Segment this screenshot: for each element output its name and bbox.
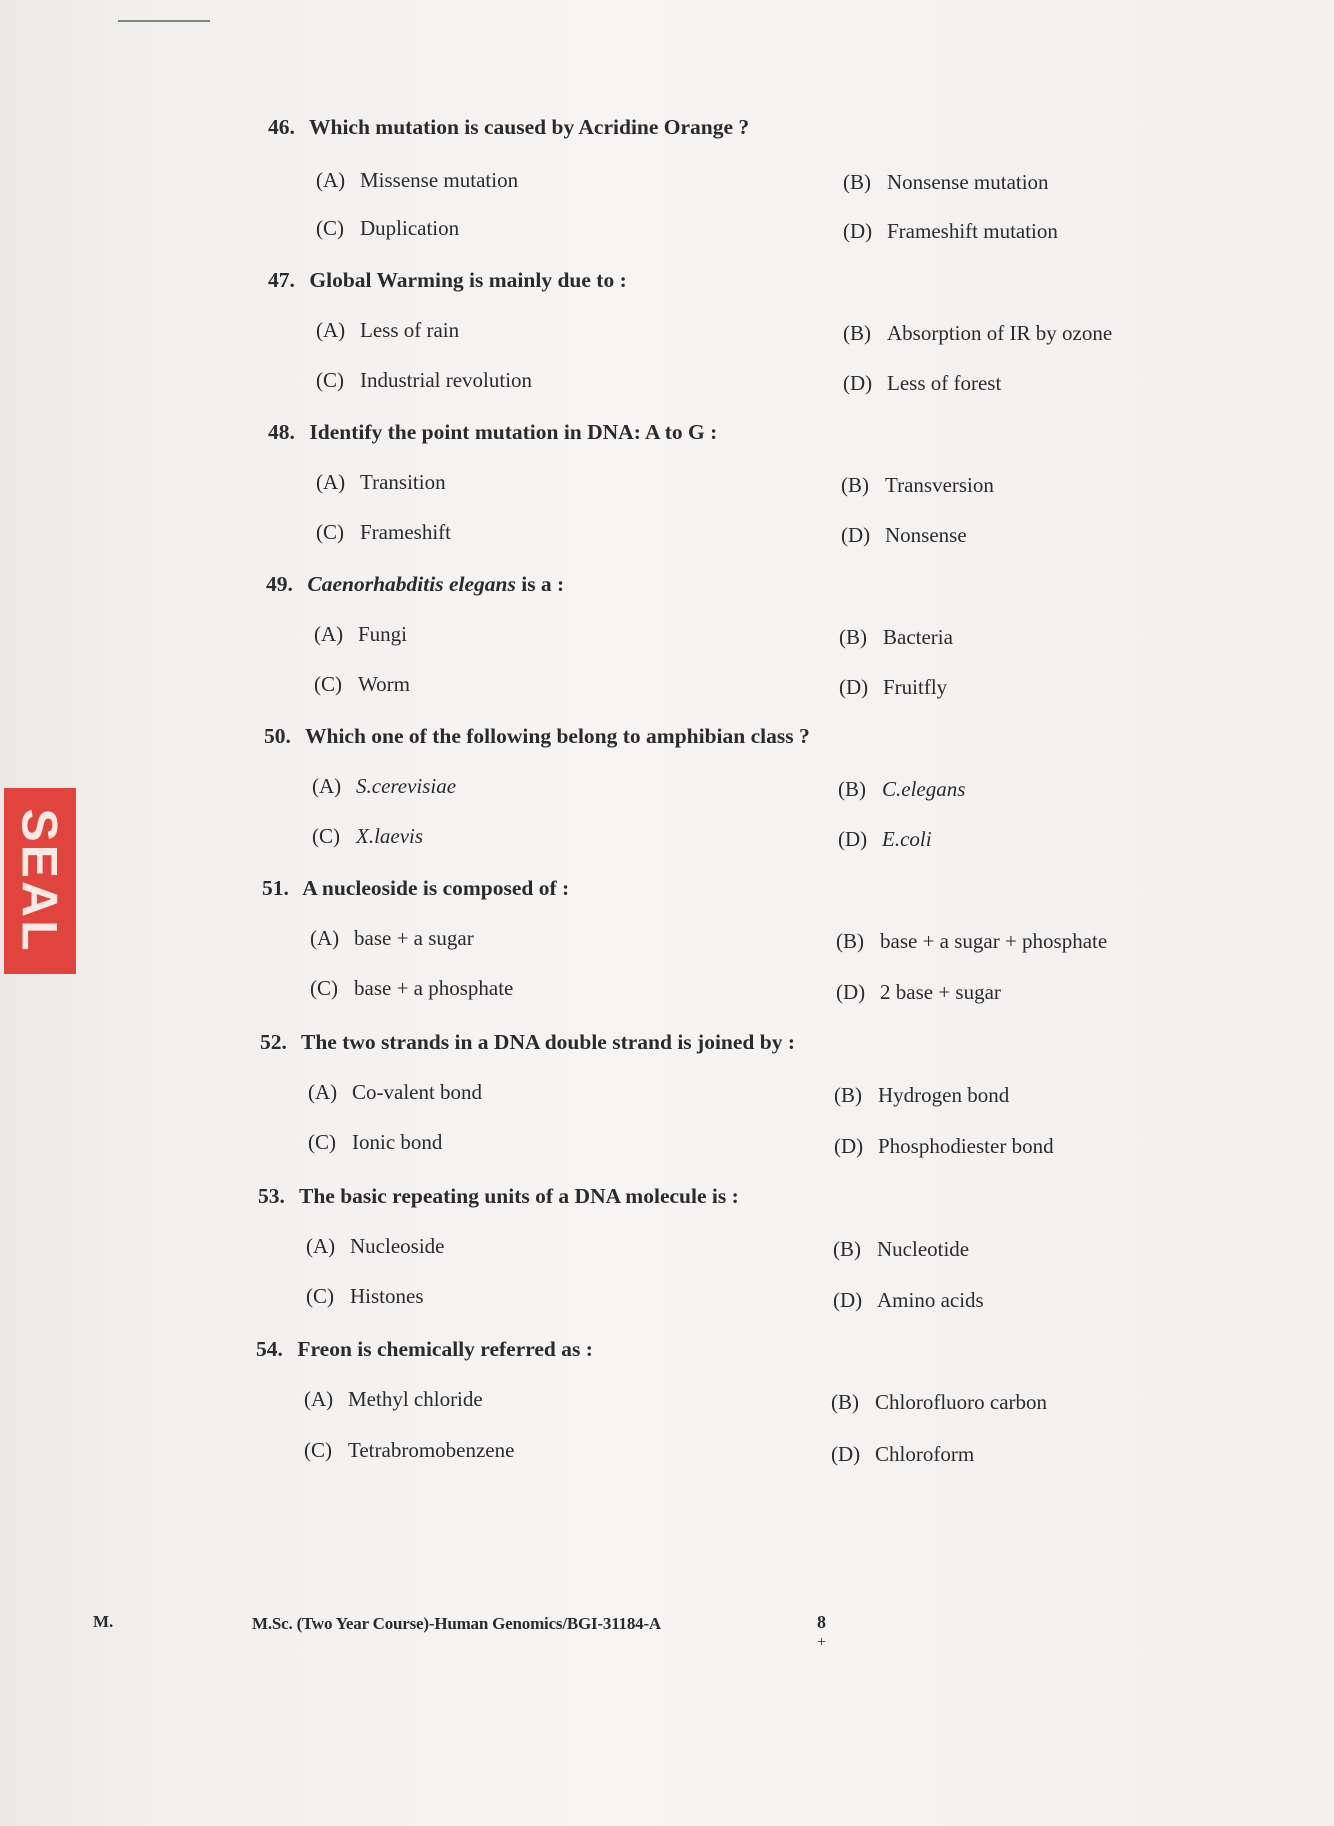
option-51-d: (D) 2 base + sugar: [836, 980, 1001, 1004]
footer-left-mark: M.: [93, 1612, 114, 1631]
option-53-d: (D) Amino acids: [833, 1288, 984, 1312]
option-50-c: (C) X.laevis: [312, 824, 424, 848]
option-48-c: (C) Frameshift: [316, 520, 451, 544]
option-50-b: (B) C.elegans: [838, 777, 966, 801]
option-51-b: (B) base + a sugar + phosphate: [836, 929, 1108, 953]
option-47-d: (D) Less of forest: [843, 371, 1002, 395]
question-number: 52.: [260, 1030, 287, 1054]
option-46-d: (D) Frameshift mutation: [843, 219, 1058, 243]
question-number: 49.: [266, 572, 293, 596]
page-number: 8: [817, 1612, 826, 1632]
option-47-b: (B) Absorption of IR by ozone: [843, 321, 1113, 345]
option-46-b: (B) Nonsense mutation: [843, 170, 1049, 194]
question-text: Which mutation is caused by Acridine Orange ?: [309, 115, 750, 139]
question-text: is a :: [515, 572, 565, 596]
option-52-b: (B) Hydrogen bond: [834, 1083, 1010, 1107]
question-text: The two strands in a DNA double strand is joined by :: [301, 1030, 795, 1054]
question-51: [262, 876, 569, 901]
question-organism: Caenorhabditis elegans: [307, 572, 516, 596]
question-text: The basic repeating units of a DNA molecule is :: [299, 1184, 739, 1208]
option-49-a: (A) Fungi: [314, 622, 408, 646]
seal-stamp: [4, 788, 76, 974]
option-49-d: (D) Fruitfly: [839, 675, 948, 699]
option-52-c: (C) Ionic bond: [308, 1130, 443, 1154]
question-47: [268, 268, 627, 293]
question-number: 50.: [264, 724, 291, 748]
option-48-b: (B) Transversion: [841, 473, 994, 497]
option-50-d: (D) E.coli: [838, 827, 932, 851]
question-number: 53.: [258, 1184, 285, 1208]
question-46: [268, 115, 749, 140]
option-54-d: (D) Chloroform: [831, 1442, 975, 1466]
question-number: 46.: [268, 115, 295, 139]
question-number: 48.: [268, 420, 295, 444]
option-47-a: (A) Less of rain: [316, 318, 460, 342]
question-number: 54.: [256, 1337, 283, 1361]
option-53-a: (A) Nucleoside: [306, 1234, 445, 1258]
question-54: [256, 1337, 593, 1362]
question-text: A nucleoside is composed of :: [302, 876, 570, 900]
question-number: 51.: [262, 876, 289, 900]
question-50: [264, 724, 810, 749]
seal-label: SEAL: [12, 808, 69, 954]
question-text: Freon is chemically referred as :: [297, 1337, 593, 1361]
option-53-c: (C) Histones: [306, 1284, 424, 1308]
question-text: Identify the point mutation in DNA: A to G :: [309, 420, 718, 444]
option-53-b: (B) Nucleotide: [833, 1237, 970, 1261]
option-50-a: (A) S.cerevisiae: [312, 774, 457, 798]
question-text: Global Warming is mainly due to :: [309, 268, 627, 292]
footer-plus-mark: +: [817, 1634, 827, 1651]
question-49: [266, 572, 564, 597]
option-46-a: (A) Missense mutation: [316, 168, 519, 192]
question-48: [268, 420, 717, 445]
option-52-a: (A) Co-valent bond: [308, 1080, 483, 1104]
question-53: [258, 1184, 739, 1209]
option-51-c: (C) base + a phosphate: [310, 976, 514, 1000]
option-48-a: (A) Transition: [316, 470, 446, 494]
footer-course-code: M.Sc. (Two Year Course)-Human Genomics/BGI-31184-A: [252, 1614, 661, 1633]
corner-mark: [118, 20, 210, 22]
question-52: [260, 1030, 795, 1055]
option-54-b: (B) Chlorofluoro carbon: [831, 1390, 1048, 1414]
question-text: Which one of the following belong to amphibian class ?: [305, 724, 810, 748]
option-51-a: (A) base + a sugar: [310, 926, 474, 950]
question-number: 47.: [268, 268, 295, 292]
option-54-c: (C) Tetrabromobenzene: [304, 1438, 515, 1462]
option-54-a: (A) Methyl chloride: [304, 1387, 483, 1411]
option-49-c: (C) Worm: [314, 672, 410, 696]
option-46-c: (C) Duplication: [316, 216, 460, 240]
option-48-d: (D) Nonsense: [841, 523, 967, 547]
option-49-b: (B) Bacteria: [839, 625, 953, 649]
option-47-c: (C) Industrial revolution: [316, 368, 533, 392]
option-52-d: (D) Phosphodiester bond: [834, 1134, 1054, 1158]
